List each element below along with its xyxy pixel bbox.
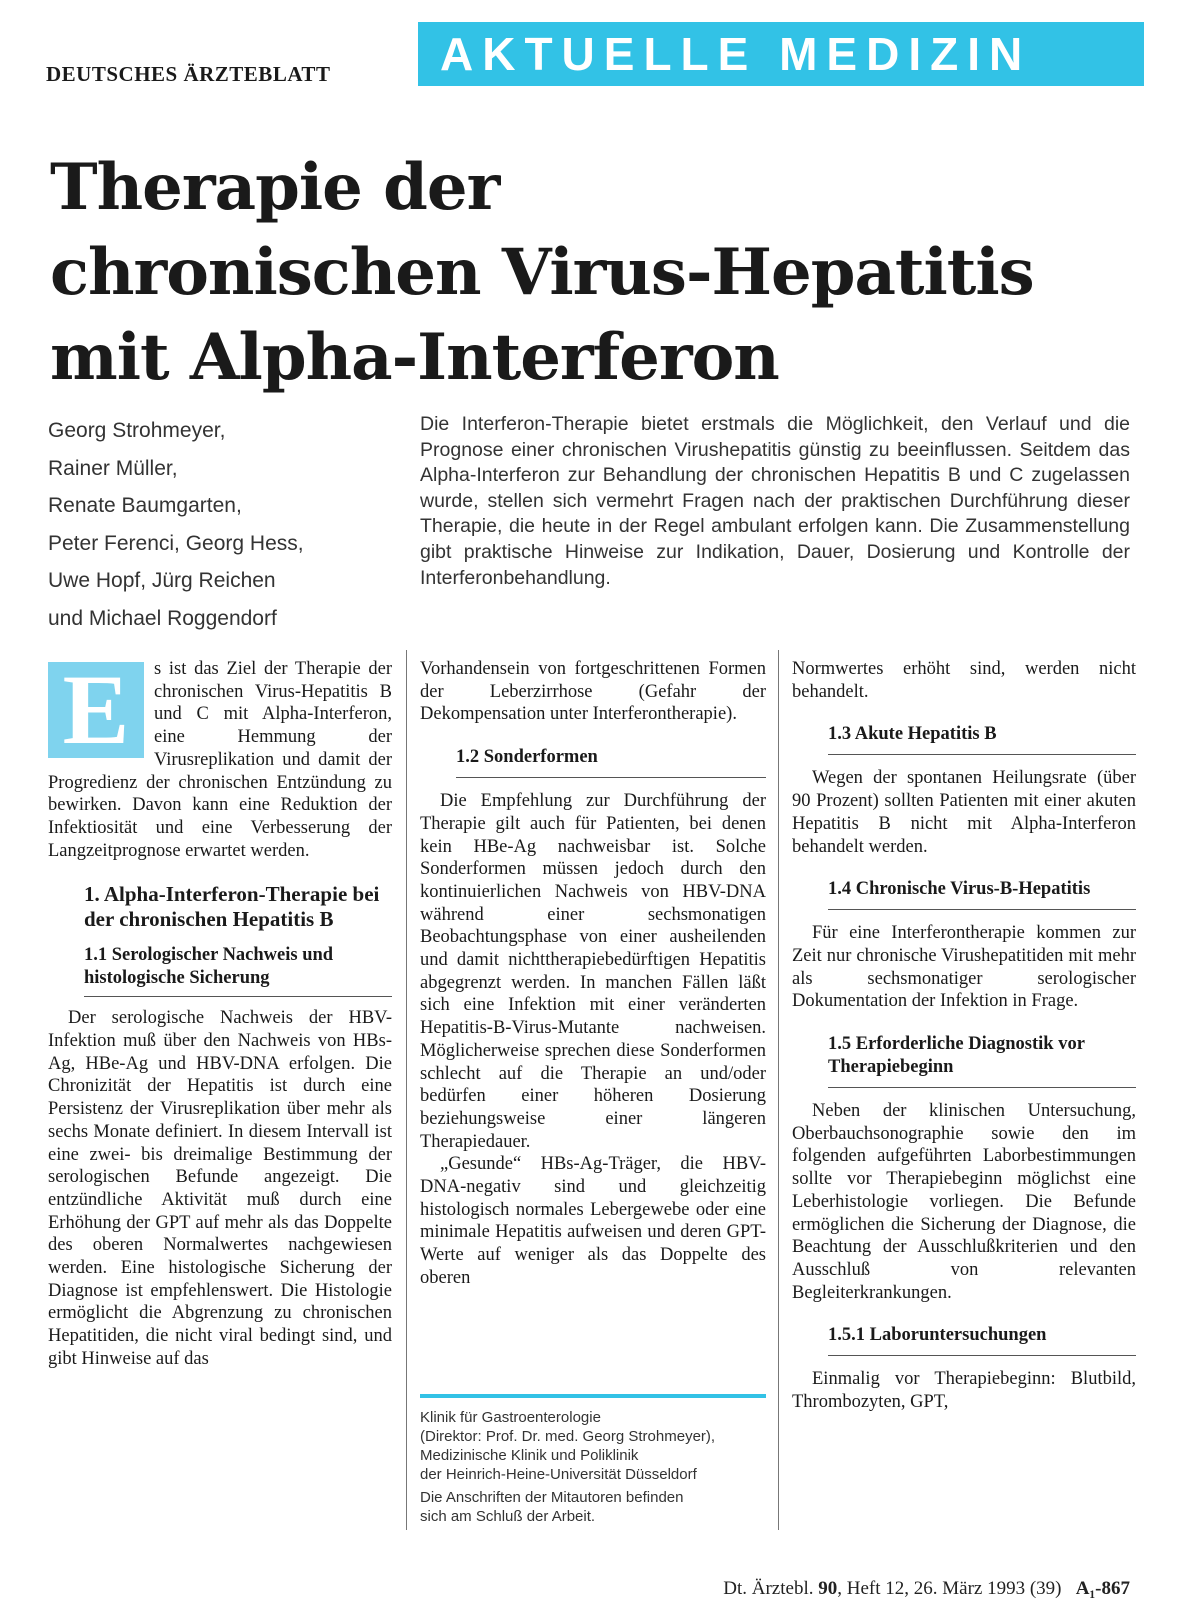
section-heading-1: 1. Alpha-Interferon-Therapie bei der chronischen Hepatitis B — [84, 882, 380, 932]
body-paragraph: Normwertes erhöht sind, werden nicht behandelt. — [792, 659, 1136, 702]
intro-paragraph: s ist das Ziel der Therapie der chronischen Virus-Hepatitis B und C mit Alpha-Interferon, eine Hemmung der Virusreplikation und damit der Progredienz der chronischen Entzündung zu bewirken. Davon kann eine Reduktion der Infektiosität und eine Verbesserung der Langzeitprognose erwartet werden. — [48, 659, 392, 861]
affiliation-line: (Direktor: Prof. Dr. med. Georg Strohmeyer), — [420, 1428, 716, 1445]
author-line: und Michael Roggendorf — [48, 606, 277, 630]
author-line: Uwe Hopf, Jürg Reichen — [48, 569, 276, 592]
author-line: Rainer Müller, — [48, 456, 178, 480]
subsection-heading-1-4: 1.4 Chronische Virus-B-Hepatitis — [828, 878, 1136, 910]
title-line-2: chronischen Virus-Hepatitis — [50, 235, 1034, 310]
author-line: Georg Strohmeyer, — [48, 419, 226, 442]
title-line-1: Therapie der — [50, 150, 500, 225]
column-3 — [792, 658, 1136, 1414]
body-paragraph: Für eine Interferontherapie kommen zur Zeit nur chronische Virushepatitiden mit mehr als sechsmonatiger serologischer Dokumentation der Infektion in Frage. — [792, 923, 1136, 1012]
subsection-heading-1-5: 1.5 Erforderliche Diagnostik vor Therapiebeginn — [828, 1033, 1136, 1088]
subsection-heading-1-3: 1.3 Akute Hepatitis B — [828, 723, 1136, 755]
affiliation-line: der Heinrich-Heine-Universität Düsseldorf — [420, 1466, 697, 1483]
subsection-heading-1-1: 1.1 Serologischer Nachweis und histologische Sicherung — [84, 944, 392, 997]
affiliation-box — [420, 1394, 766, 1526]
body-paragraph: Einmalig vor Therapiebeginn: Blutbild, Thrombozyten, GPT, — [792, 1369, 1136, 1413]
column-2 — [420, 658, 766, 1290]
page-number: A₁-867 — [1075, 1578, 1130, 1599]
body-paragraph: Der serologische Nachweis der HBV-Infektion muß über den Nachweis von HBs-Ag, HBe-Ag und HBV-DNA erfolgen. Die Chronizität der Hepatitis ist durch eine Persistenz der Virusreplikation über mehr als sechs Monate definiert. In diesem Intervall ist eine zwei- bis dreimalige Bestimmung der serologischen Befunde angezeigt. Die entzündliche Aktivität muß durch eine Erhöhung der GPT auf mehr als das Doppelte des oberen Normalwertes nachgewiesen werden. Eine histologische Sicherung der Diagnose ist empfehlenswert. Die Histologie ermöglicht die Abgrenzung zu chronischen Hepatitiden, die nicht viral bedingt sind, und gibt Hinweise auf das — [48, 1008, 392, 1369]
body-paragraph: Die Empfehlung zur Durchführung der Therapie gilt auch für Patienten, bei denen kein HBe-Ag nachweisbar ist. Solche Sonderformen müssen jedoch durch den kontinuierlichen Nachweis von HBV-DNA während einer sechsmonatigen Beobachtungsphase von einer ausheilenden und damit nichttherapiebedürftigen Hepatitis abgegrenzt werden. In manchen Fällen läßt sich eine Infektion mit einer veränderten Hepatitis-B-Virus-Mutante nachweisen. Möglicherweise sprechen diese Sonderformen schlecht auf die Therapie an und/oder bedürfen einer höheren Dosierung beziehungsweise einer längeren Therapiedauer. — [420, 791, 766, 1152]
section-banner: AKTUELLE MEDIZIN — [418, 22, 1144, 86]
citation-volume: 90 — [818, 1578, 838, 1599]
coauthor-address-note: Die Anschriften der Mitautoren befinden — [420, 1489, 684, 1506]
body-paragraph: Wegen der spontanen Heilungsrate (über 90 Prozent) sollten Patienten mit einer akuten Hepatitis B nicht mit Alpha-Interferon behandelt werden. — [792, 768, 1136, 857]
article-title — [50, 145, 1150, 400]
column-divider — [406, 650, 407, 1530]
page-footer-citation — [723, 1578, 1130, 1600]
body-paragraph: Neben der klinischen Untersuchung, Oberbauchsonographie sowie den im folgenden aufgeführten Laborbestimmungen sollte vor Therapiebeginn möglichst eine Leberhistologie vorliegen. Die Befunde ermöglichen die Sicherung der Diagnose, die Beachtung der Ausschlußkriterien und den Ausschluß von relevanten Begleiterkrankungen. — [792, 1101, 1136, 1303]
journal-name: DEUTSCHES ÄRZTEBLATT — [46, 62, 331, 86]
citation-prefix: Dt. Ärztebl. — [723, 1578, 814, 1599]
abstract: Die Interferon-Therapie bietet erstmals die Möglichkeit, den Verlauf und die Prognose einer chronischen Virushepatitis günstig zu beeinflussen. Seitdem das Alpha-Interferon zur Behandlung der chronischen Hepatitis B und C zugelassen wurde, stellen sich vermehrt Fragen nach der praktischen Durchführung dieser Therapie, die heute in der Regel ambulant erfolgen kann. Die Zusammenstellung gibt praktische Hinweise zur Indikation, Dauer, Dosierung und Kontrolle der Interferonbehandlung. — [420, 413, 1130, 589]
body-paragraph: Vorhandensein von fortgeschrittenen Formen der Leberzirrhose (Gefahr der Dekompensation unter Interferontherapie). — [420, 659, 766, 725]
coauthor-address-note: sich am Schluß der Arbeit. — [420, 1508, 596, 1525]
title-line-3: mit Alpha-Interferon — [50, 320, 779, 395]
author-line: Peter Ferenci, Georg Hess, — [48, 531, 304, 555]
drop-cap: E — [48, 662, 144, 758]
citation-issue-date: , Heft 12, 26. März 1993 (39) — [837, 1578, 1062, 1599]
column-divider — [778, 650, 779, 1530]
author-line: Renate Baumgarten, — [48, 494, 242, 517]
body-paragraph: „Gesunde“ HBs-Ag-Träger, die HBV-DNA-negativ sind und gleichzeitig histologisch normales Lebergewebe oder eine minimale Hepatitis aufweisen und deren GPT-Werte auf weniger als das Doppelte des oberen — [420, 1154, 766, 1288]
column-1 — [48, 654, 392, 1371]
author-list — [48, 412, 388, 637]
affiliation-line: Klinik für Gastroenterologie — [420, 1409, 601, 1426]
subsection-heading-1-5-1: 1.5.1 Laboruntersuchungen — [828, 1324, 1136, 1356]
affiliation-line: Medizinische Klinik und Poliklinik — [420, 1447, 639, 1464]
subsection-heading-1-2: 1.2 Sonderformen — [456, 746, 766, 778]
